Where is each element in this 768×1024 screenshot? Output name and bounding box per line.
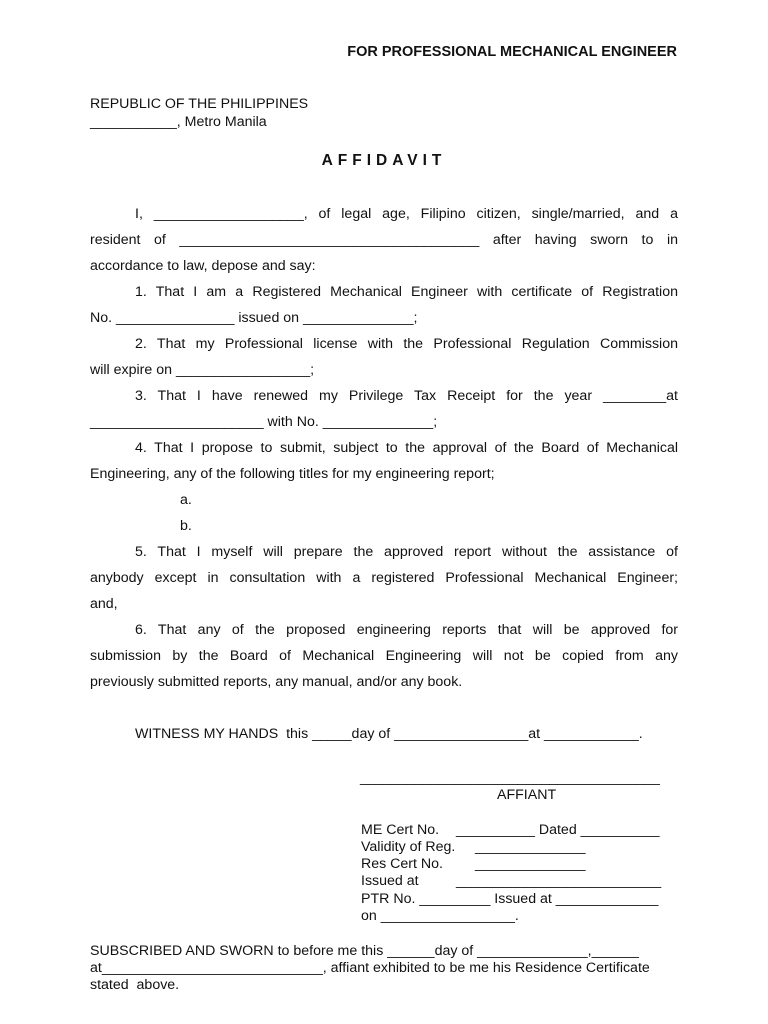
me-cert-label: ME Cert No. xyxy=(361,822,440,838)
para-2-line-1: 2. That my Professional license with the Professional Regulation Commission xyxy=(135,336,678,352)
res-cert-blank: ______________ xyxy=(475,856,586,872)
para-2-line-2: will expire on _________________; xyxy=(90,362,315,378)
para-5-line-1: 5. That I myself will prepare the approved report without the assistance of xyxy=(135,544,678,560)
validity-blank: ______________ xyxy=(475,839,586,855)
issued-blank: __________________________ xyxy=(456,873,662,889)
subscribed-line-1: SUBSCRIBED AND SWORN to before me this ______day of ______________,______ xyxy=(90,943,639,959)
affiant-label: AFFIANT xyxy=(497,787,557,803)
republic-line: REPUBLIC OF THE PHILIPPINES xyxy=(90,96,309,112)
signature-line: ______________________________________ xyxy=(360,770,660,786)
document-header: FOR PROFESSIONAL MECHANICAL ENGINEER xyxy=(347,44,677,60)
para-1-line-1: 1. That I am a Registered Mechanical Engineer with certificate of Registration xyxy=(135,284,678,300)
item-b: b. xyxy=(180,518,192,534)
on-line: on _________________. xyxy=(361,908,519,924)
item-a: a. xyxy=(180,492,192,508)
res-cert-label: Res Cert No. xyxy=(361,856,443,872)
witness-line: WITNESS MY HANDS this _____day of _________________at ____________. xyxy=(135,726,643,742)
intro-line-3: accordance to law, depose and say: xyxy=(90,258,316,274)
para-5-line-3: and, xyxy=(90,596,118,612)
para-6-line-2: submission by the Board of Mechanical Engineering will not be copied from any xyxy=(90,648,678,664)
para-3-line-1: 3. That I have renewed my Privilege Tax Receipt for the year ________at xyxy=(135,388,678,404)
para-6-line-3: previously submitted reports, any manual, and/or any book. xyxy=(90,674,463,690)
location-line: ___________, Metro Manila xyxy=(90,114,267,130)
para-4-line-1: 4. That I propose to submit, subject to the approval of the Board of Mechanical xyxy=(135,440,678,456)
intro-line-1: I, ___________________, of legal age, Filipino citizen, single/married, and a xyxy=(135,206,678,222)
me-cert-blank: __________ Dated __________ xyxy=(456,822,660,838)
para-5-line-2: anybody except in consultation with a registered Professional Mechanical Engineer; xyxy=(90,570,678,586)
validity-label: Validity of Reg. xyxy=(361,839,456,855)
subscribed-line-2: at____________________________, affiant exhibited to be me his Residence Certificate xyxy=(90,960,650,976)
ptr-line: PTR No. _________ Issued at _____________ xyxy=(361,891,659,907)
para-4-line-2: Engineering, any of the following titles for my engineering report; xyxy=(90,466,495,482)
para-6-line-1: 6. That any of the proposed engineering reports that will be approved for xyxy=(135,622,678,638)
para-3-line-2: ______________________ with No. ______________; xyxy=(90,414,438,430)
intro-line-2: resident of ______________________________________ after having sworn to in xyxy=(90,232,678,248)
para-1-line-2: No. _______________ issued on ______________; xyxy=(90,310,418,326)
subscribed-line-3: stated above. xyxy=(90,977,180,993)
issued-label: Issued at xyxy=(361,873,419,889)
page-title: AFFIDAVIT xyxy=(321,152,447,169)
